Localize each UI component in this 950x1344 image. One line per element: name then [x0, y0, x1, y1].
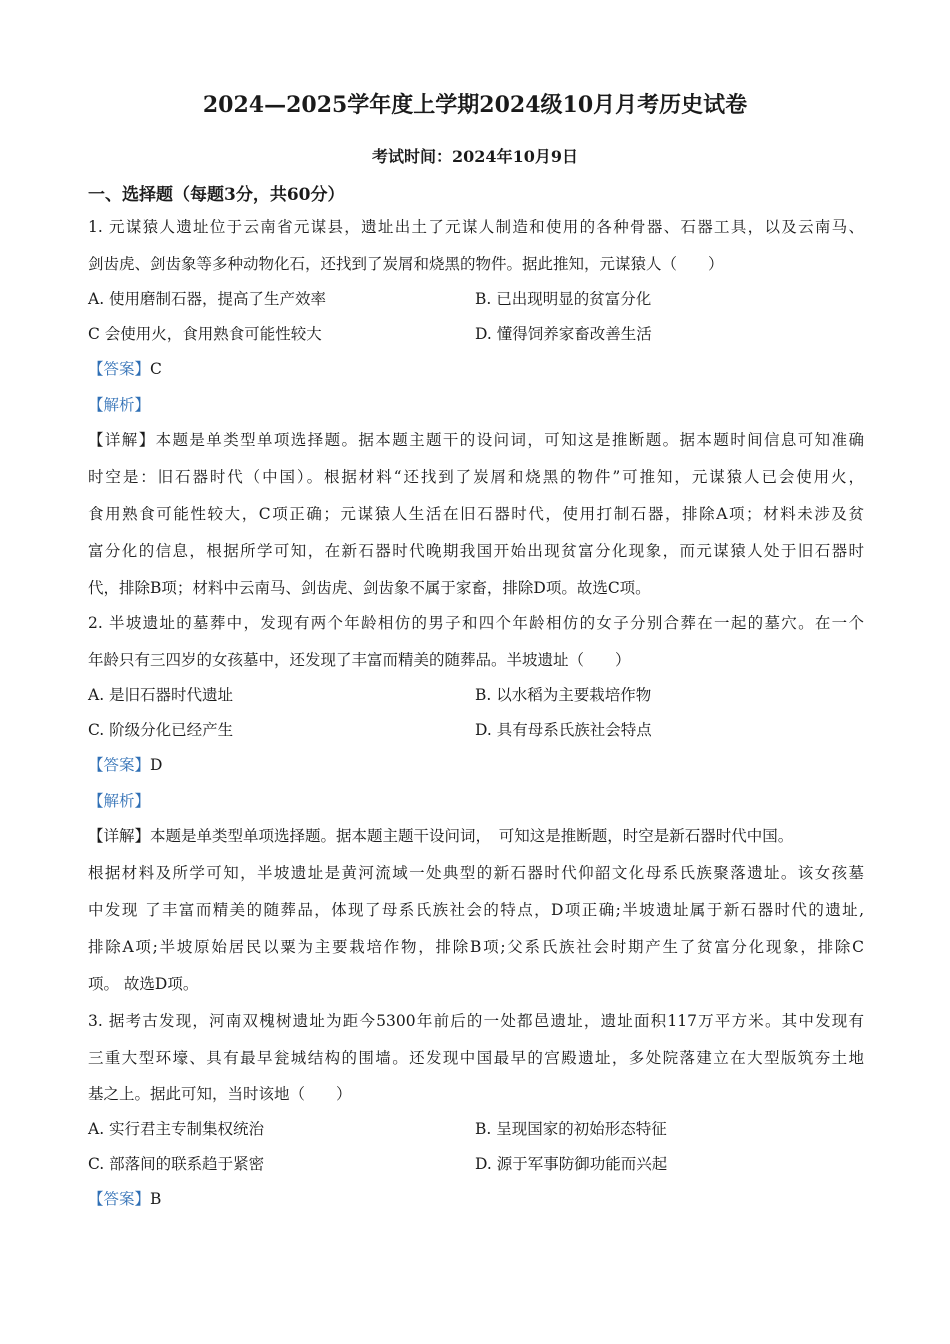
answer-label: 【答案】: [88, 1190, 151, 1208]
q2-analysis-label: 【解析】: [88, 792, 151, 810]
q2-answer-value: D: [150, 756, 163, 774]
q1-stem-line-1: 1. 元谋猿人遗址位于云南省元谋县，遗址出土了元谋人制造和使用的各种骨器、石器工具，以及云南马、: [88, 218, 864, 236]
q2-detail-line-5: 项。 故选D项。: [88, 975, 199, 993]
section-heading: 一、选择题（每题3分，共60分）: [88, 185, 345, 205]
answer-label: 【答案】: [88, 360, 151, 378]
q1-option-a: A. 使用磨制石器，提高了生产效率: [88, 290, 327, 308]
q1-detail-line-4: 富分化的信息，根据所学可知，在新石器时代晚期我国开始出现贫富分化现象，而元谋猿人处于旧石器时: [88, 542, 864, 560]
q1-detail-line-1: [88, 429, 864, 451]
detail-label: 【详解】: [88, 827, 151, 845]
q1-answer: [88, 358, 162, 380]
q3-option-b: B. 呈现国家的初始形态特征: [475, 1120, 667, 1138]
q2-detail-line-1: [88, 825, 864, 847]
q3-answer-value: B: [150, 1190, 162, 1208]
q2-answer: [88, 754, 162, 776]
q1-stem-line-2: 剑齿虎、剑齿象等多种动物化石，还找到了炭屑和烧黑的物件。据此推知，元谋猿人（ ）: [88, 255, 724, 273]
exam-title: 2024—2025学年度上学期2024级10月月考历史试卷: [202, 92, 748, 118]
q3-stem-line-3: 基之上。据此可知，当时该地（ ）: [88, 1085, 352, 1103]
q3-option-a: A. 实行君主专制集权统治: [88, 1120, 265, 1138]
q1-option-d: D. 懂得饲养家畜改善生活: [475, 325, 652, 343]
q1-detail-first: 本题是单类型单项选择题。据本题主题干的设问词，可知这是推断题。据本题时间信息可知准确: [155, 431, 864, 449]
q1-analysis-label: 【解析】: [88, 396, 151, 414]
q3-option-c: C. 部落间的联系趋于紧密: [88, 1155, 265, 1173]
q3-stem-line-2: 三重大型环壕、具有最早瓮城结构的围墙。还发现中国最早的宫殿遗址，多处院落建立在大型版筑夯土地: [88, 1049, 864, 1067]
q3-answer: [88, 1188, 161, 1210]
q1-detail-line-5: 代，排除B项；材料中云南马、剑齿虎、剑齿象不属于家畜，排除D项。故选C项。: [88, 579, 651, 597]
q1-option-c: C 会使用火，食用熟食可能性较大: [88, 325, 322, 343]
q2-option-d: D. 具有母系氏族社会特点: [475, 721, 652, 739]
q1-option-b: B. 已出现明显的贫富分化: [475, 290, 652, 308]
q2-detail-first: 本题是单类型单项选择题。据本题主题干设问词， 可知这是推断题，时空是新石器时代中国。: [150, 827, 794, 845]
q2-stem-line-1: 2. 半坡遗址的墓葬中，发现有两个年龄相仿的男子和四个年龄相仿的女子分别合葬在一起的墓穴。在一个: [88, 614, 864, 632]
q2-option-c: C. 阶级分化已经产生: [88, 721, 234, 739]
q1-detail-line-3: 食用熟食可能性较大，C项正确；元谋猿人生活在旧石器时代，使用打制石器，排除A项；材料未涉及贫: [88, 505, 864, 523]
detail-label: 【详解】: [88, 431, 156, 449]
q2-detail-line-4: 排除A项;半坡原始居民以粟为主要栽培作物，排除B项;父系氏族社会时期产生了贫富分化现象，排除C: [88, 938, 864, 956]
q2-detail-line-2: 根据材料及所学可知，半坡遗址是黄河流域一处典型的新石器时代仰韶文化母系氏族聚落遗址。该女孩墓: [88, 864, 864, 882]
q2-option-a: A. 是旧石器时代遗址: [88, 686, 234, 704]
exam-time: 考试时间：2024年10月9日: [372, 147, 578, 166]
answer-label: 【答案】: [88, 756, 151, 774]
q2-stem-line-2: 年龄只有三四岁的女孩墓中，还发现了丰富而精美的随葬品。半坡遗址（ ）: [88, 651, 631, 669]
q2-detail-line-3: 中发现 了丰富而精美的随葬品，体现了母系氏族社会的特点，D项正确;半坡遗址属于新石器时代的遗址,: [88, 901, 864, 919]
q3-option-d: D. 源于军事防御功能而兴起: [475, 1155, 668, 1173]
q2-option-b: B. 以水稻为主要栽培作物: [475, 686, 652, 704]
q1-detail-line-2: 时空是：旧石器时代（中国）。根据材料“还找到了炭屑和烧黑的物件”可推知，元谋猿人已会使用火，: [88, 468, 864, 486]
q1-answer-value: C: [150, 360, 162, 378]
q3-stem-line-1: 3. 据考古发现，河南双槐树遗址为距今5300年前后的一处都邑遗址，遗址面积117万平方米。其中发现有: [88, 1012, 864, 1030]
